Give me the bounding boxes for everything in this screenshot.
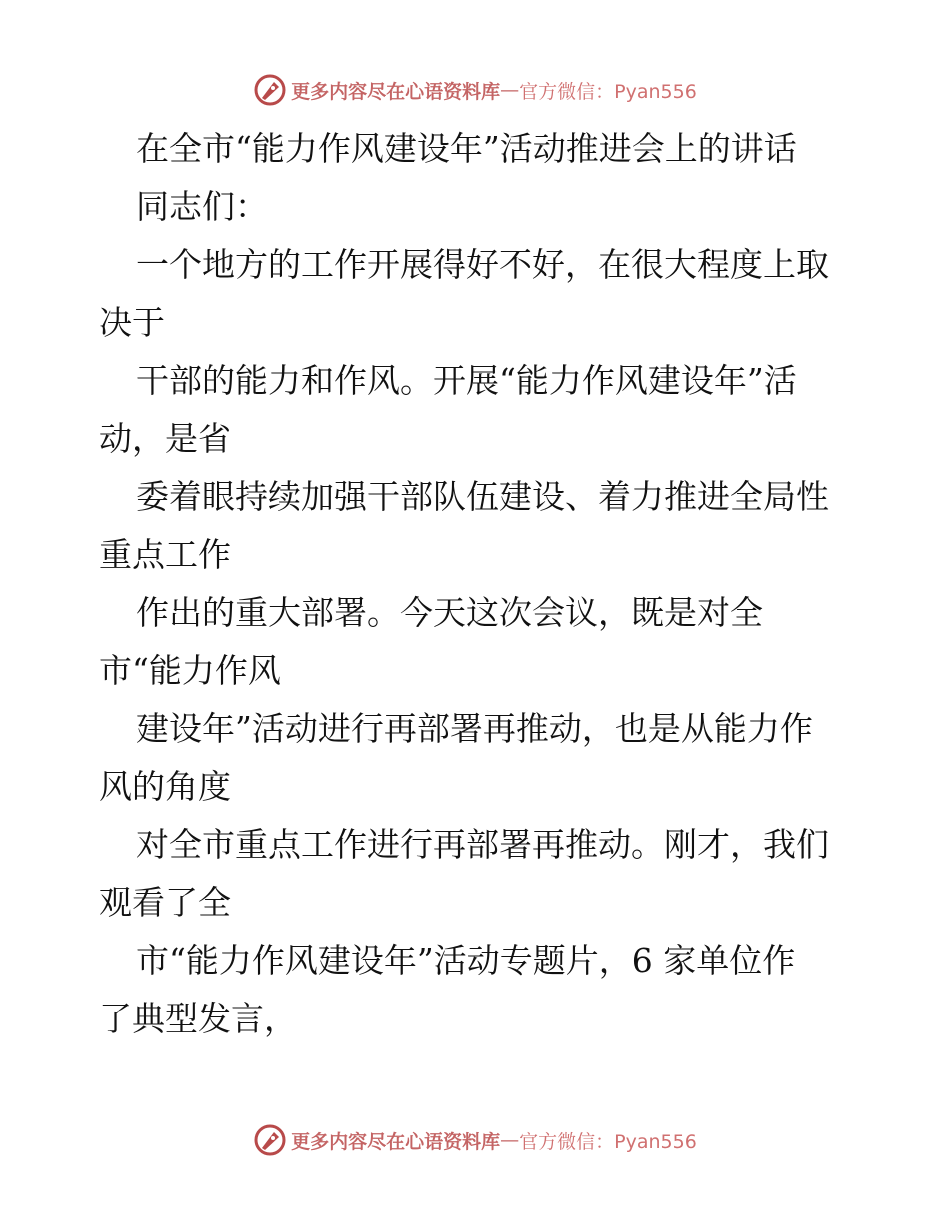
paragraph-line: 观看了全	[99, 883, 231, 922]
banner-separator: —	[500, 79, 520, 101]
paragraph-line: 作出的重大部署。今天这次会议，既是对全	[136, 593, 763, 632]
paragraph-line: 市“能力作风	[99, 651, 281, 690]
banner-site-text: 更多内容尽在心语资料库	[291, 80, 501, 103]
paragraph-line: 风的角度	[99, 767, 231, 806]
paragraph-line: 干部的能力和作风。开展“能力作风建设年”活	[136, 361, 797, 400]
paragraph-line: 动，是省	[99, 419, 231, 458]
paragraph-line: 决于	[99, 303, 165, 342]
document-title: 在全市“能力作风建设年”活动推进会上的讲话	[136, 129, 797, 168]
pen-nib-logo-icon	[253, 1123, 287, 1157]
banner-separator: —	[500, 1129, 520, 1151]
header-banner	[0, 70, 950, 110]
paragraph-line: 了典型发言，	[99, 999, 297, 1038]
banner-contact-text: 官方微信：Pyan556	[519, 80, 697, 103]
paragraph-line: 市“能力作风建设年”活动专题片，6 家单位作	[136, 941, 796, 980]
footer-banner	[0, 1120, 950, 1160]
paragraph-line: 重点工作	[99, 535, 231, 574]
banner-site-text: 更多内容尽在心语资料库	[291, 1130, 501, 1153]
paragraph-line: 一个地方的工作开展得好不好，在很大程度上取	[136, 245, 829, 284]
pen-nib-logo-icon	[253, 73, 287, 107]
paragraph-line: 建设年”活动进行再部署再推动，也是从能力作	[136, 709, 813, 748]
paragraph-line: 委着眼持续加强干部队伍建设、着力推进全局性	[136, 477, 829, 516]
salutation: 同志们：	[136, 187, 268, 226]
banner-contact-text: 官方微信：Pyan556	[519, 1130, 697, 1153]
paragraph-line: 对全市重点工作进行再部署再推动。刚才，我们	[136, 825, 829, 864]
